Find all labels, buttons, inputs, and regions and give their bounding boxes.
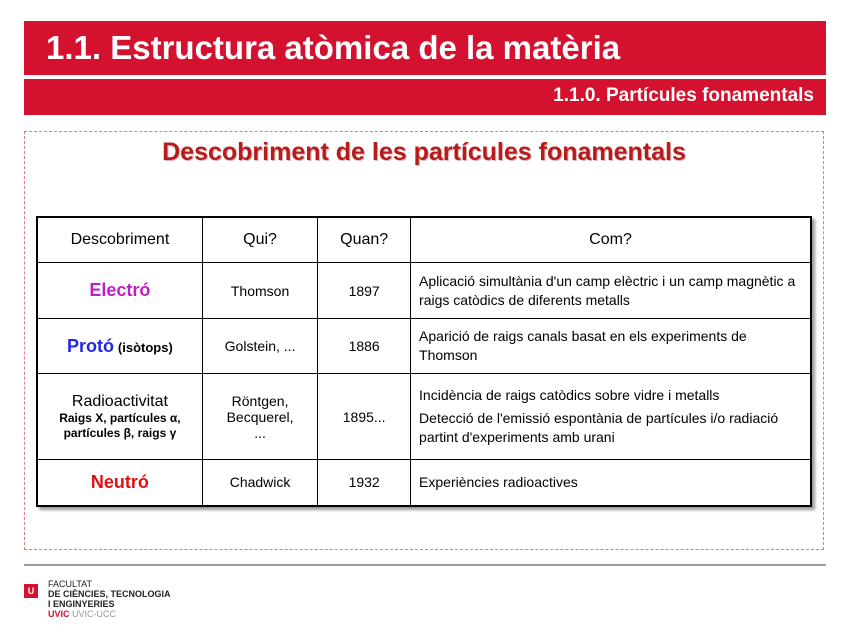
radioactivity-label: Radioactivitat [71, 392, 168, 410]
table-row-electron [37, 263, 811, 319]
who-line-2: Becquerel, [226, 408, 294, 425]
table-row-neutron [37, 460, 811, 506]
footer-line-4 [48, 609, 171, 619]
slide-heading: Descobriment de les partícules fonamentals [162, 138, 686, 166]
table-header-row [37, 217, 811, 263]
discovery-cell [37, 374, 202, 460]
table-row-proton [37, 319, 811, 374]
header-discovery: Descobriment [37, 217, 202, 263]
when-cell: 1895... [318, 374, 411, 460]
page-subtitle: 1.1.0. Partícules fonamentals [553, 85, 814, 106]
when-cell: 1897 [318, 263, 411, 319]
how-line-1: Incidència de raigs catòdics sobre vidre i metalls [419, 387, 720, 403]
table-row-radioactivity [37, 374, 811, 460]
how-cell [411, 374, 811, 460]
radioactivity-sub-1: Raigs X, partícules α, [59, 410, 181, 425]
radioactivity-sub-2: partícules β, raigs γ [63, 425, 177, 440]
discovery-cell [37, 263, 202, 319]
discoveries-table [36, 216, 812, 507]
who-cell: Thomson [202, 263, 317, 319]
when-cell: 1886 [318, 319, 411, 374]
how-cell: Aparició de raigs canals basat en els experiments de Thomson [411, 319, 811, 374]
page-title: 1.1. Estructura atòmica de la matèria [46, 29, 621, 66]
footer-line-1: FACULTAT [48, 579, 93, 589]
header-when: Quan? [318, 217, 411, 263]
electron-label: Electró [89, 280, 151, 300]
footer-uvic-ucc: UVIC-UCC [72, 609, 117, 619]
title-bar [24, 21, 826, 75]
who-cell: Golstein, ... [202, 319, 317, 374]
how-cell: Experiències radioactives [411, 460, 811, 506]
header-who: Qui? [202, 217, 317, 263]
footer-divider [24, 564, 826, 566]
discovery-cell [37, 460, 202, 506]
who-cell: Chadwick [202, 460, 317, 506]
footer-line-2: DE CIÈNCIES, TECNOLOGIA [48, 589, 171, 599]
who-line-3: ... [254, 424, 266, 441]
faculty-logo-text [48, 579, 171, 619]
discovery-cell [37, 319, 202, 374]
subtitle-bar [24, 79, 826, 115]
faculty-logo-icon: U [24, 584, 38, 598]
who-line-1: Röntgen, [231, 392, 289, 409]
proton-label: Protó [67, 335, 115, 356]
when-cell: 1932 [318, 460, 411, 506]
who-cell [202, 374, 317, 460]
how-line-2: Detecció de l'emissió espontània de partícules i/o radiació partint d'experiments amb urani [419, 410, 779, 445]
neutron-label: Neutró [90, 471, 149, 492]
proton-note: (isòtops) [117, 339, 173, 355]
header-how: Com? [411, 217, 811, 263]
footer-uvic-mark: UVIC [48, 609, 70, 619]
how-cell: Aplicació simultània d'un camp elèctric i un camp magnètic a raigs catòdics de diferents metalls [411, 263, 811, 319]
footer-line-3: I ENGINYERIES [48, 599, 115, 609]
